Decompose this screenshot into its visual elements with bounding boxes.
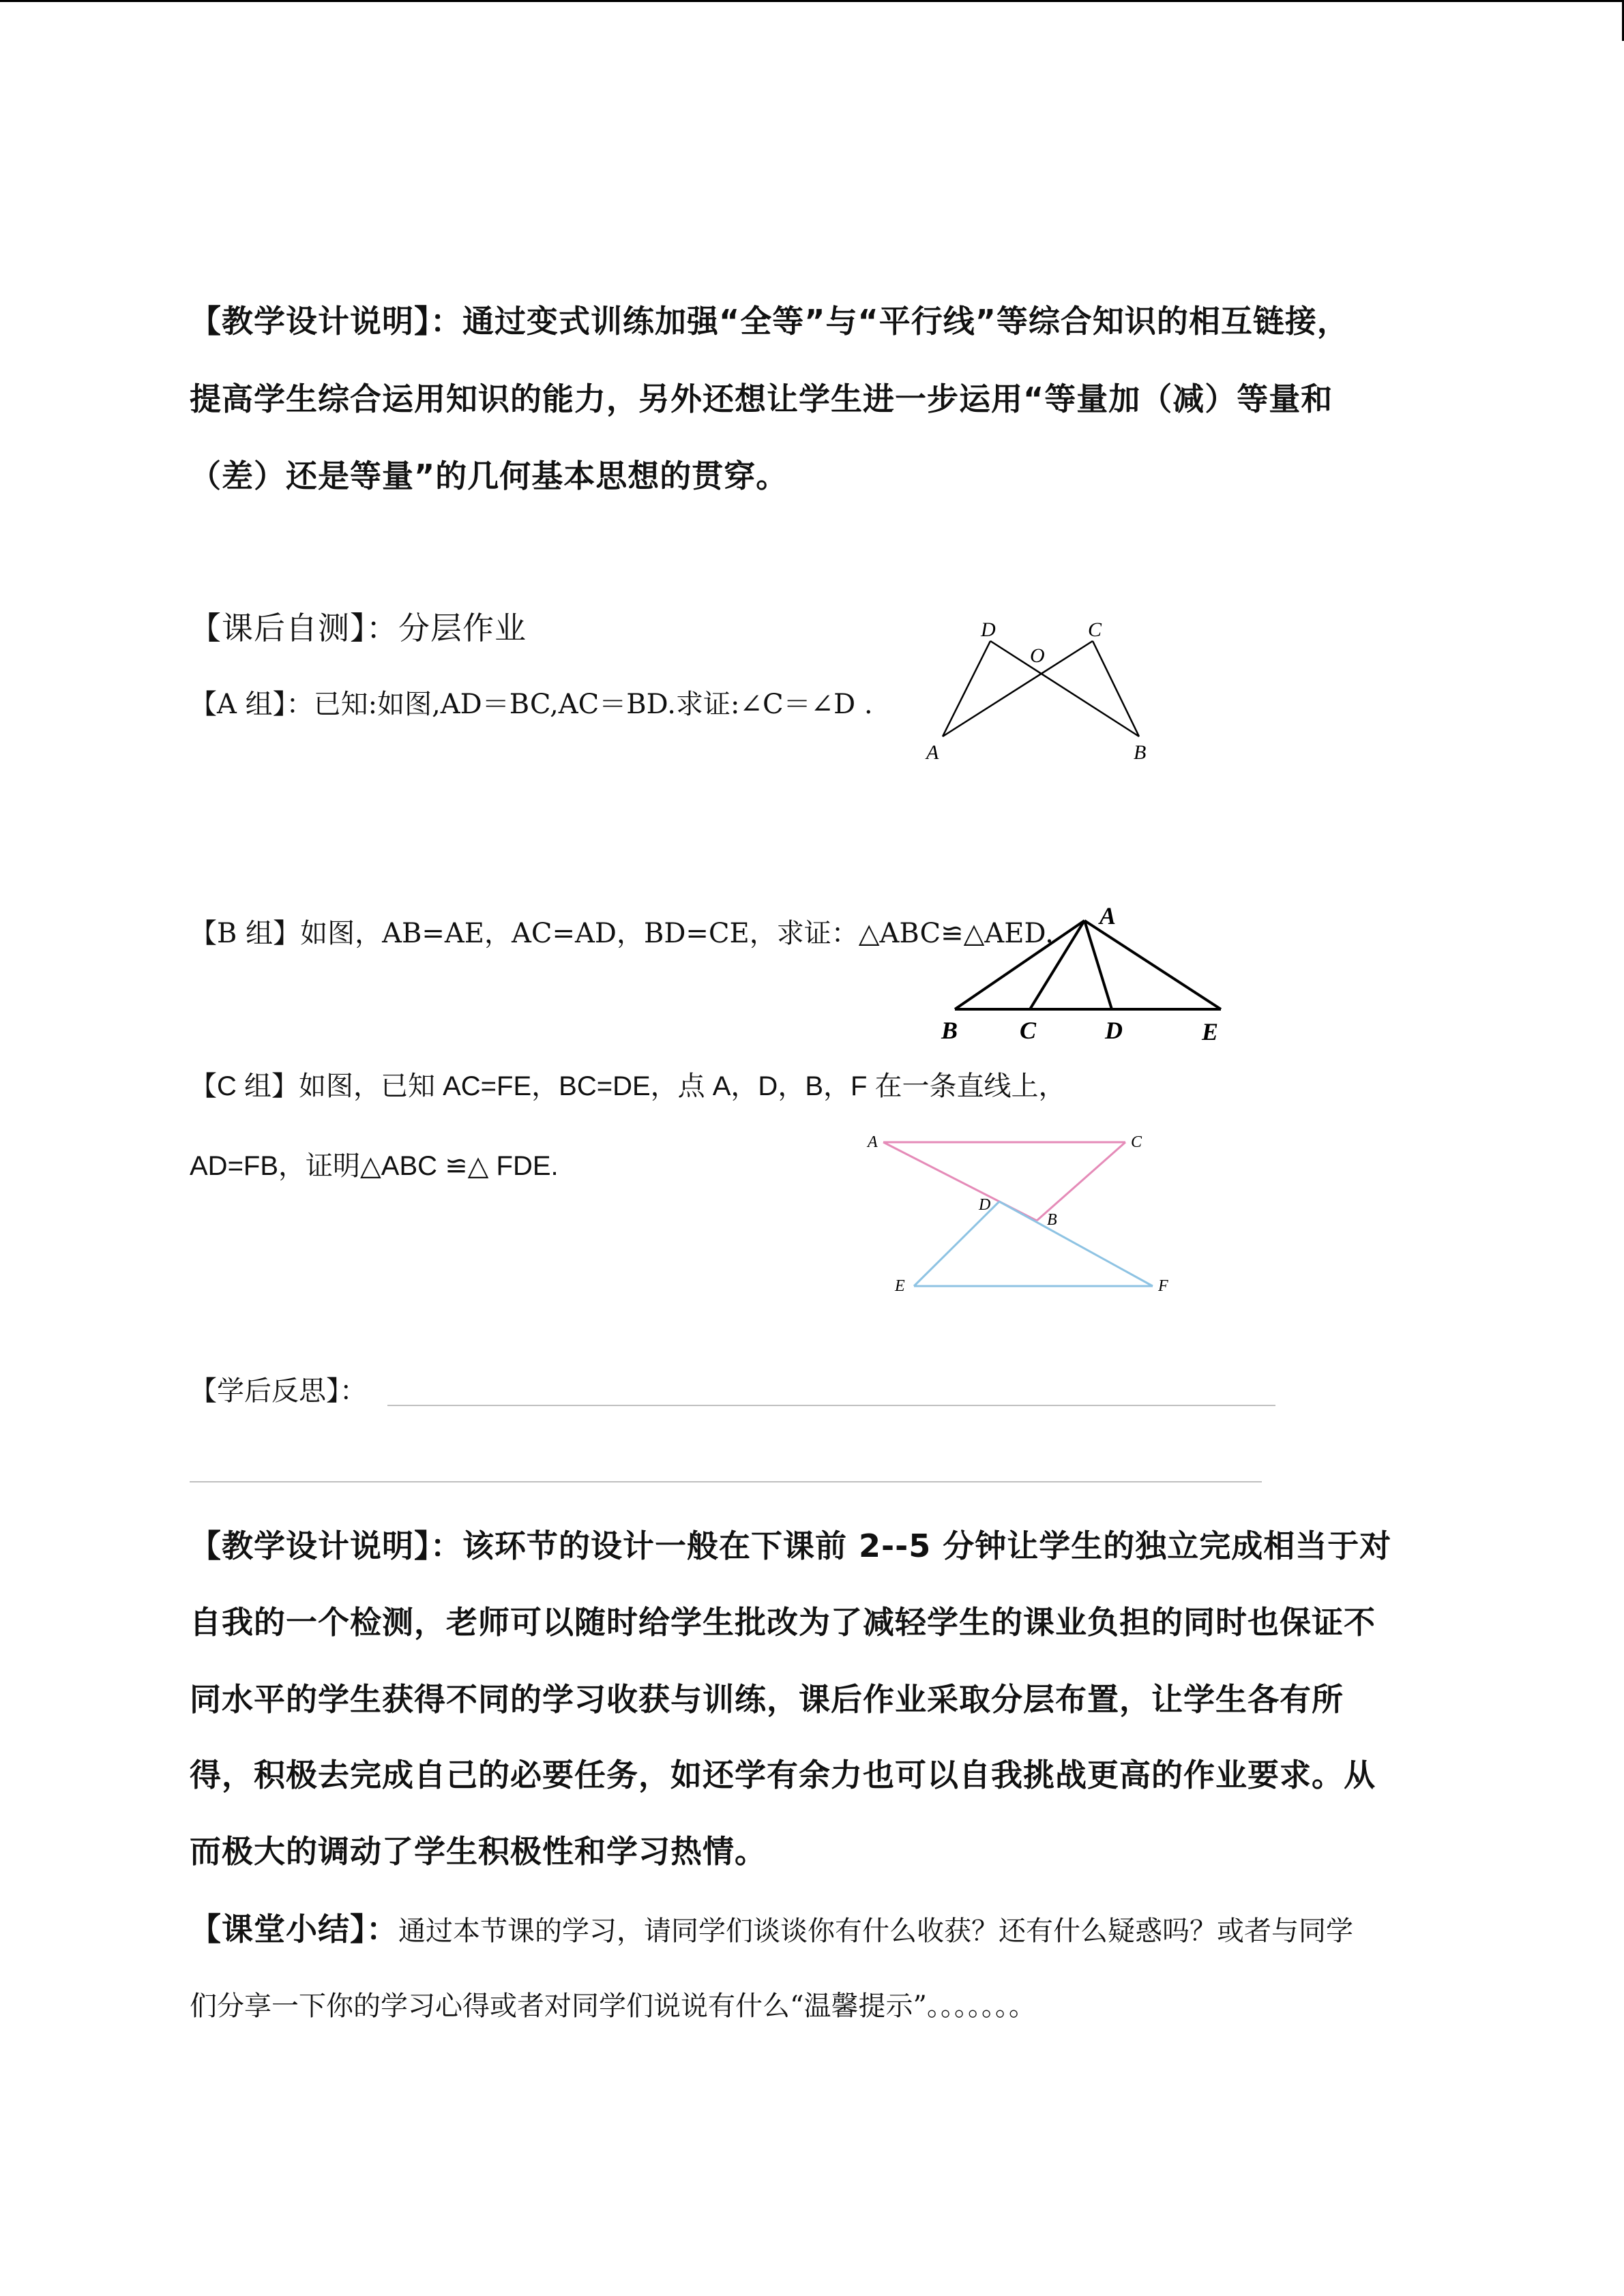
- figure-b-diagram: [934, 897, 1248, 1047]
- group-a-problem: 【A 组】：已知:如图,AD＝BC,AC＝BD.求证:∠C＝∠D .: [190, 689, 873, 720]
- figure-c-label-e: E: [895, 1277, 905, 1295]
- figure-c-label-d: D: [979, 1196, 991, 1214]
- figure-c-label-f: F: [1158, 1277, 1168, 1295]
- summary-line-1: [190, 1911, 1353, 1948]
- summary-heading: 【课堂小结】：: [190, 1911, 398, 1948]
- figure-c-line-de: [914, 1202, 999, 1286]
- figure-b-line-ac: [1030, 921, 1084, 1009]
- reflection-answer-line-1: [387, 1405, 1275, 1406]
- group-c-problem-line-2: AD=FB，证明△ABC ≌△ FDE.: [190, 1151, 559, 1181]
- figure-c-line-df: [999, 1202, 1153, 1286]
- group-b-problem: 【B 组】如图，AB=AE，AC=AD，BD=CE，求证：△ABC≌△AED.: [190, 918, 1054, 949]
- summary-text-1: 通过本节课的学习，请同学们谈谈你有什么收获？还有什么疑惑吗？或者与同学: [398, 1915, 1353, 1947]
- design-note-2-line-1: 【教学设计说明】：该环节的设计一般在下课前 2--5 分钟让学生的独立完成相当于对: [190, 1527, 1392, 1564]
- reflection-label: 【学后反思】：: [190, 1375, 367, 1407]
- figure-b-line-ab: [955, 921, 1084, 1009]
- design-note-1-line-3: （差）还是等量”的几何基本思想的贯穿。: [190, 458, 788, 494]
- reflection-answer-line-2: [190, 1481, 1262, 1482]
- design-note-2-line-3: 同水平的学生获得不同的学习收获与训练，课后作业采取分层布置，让学生各有所: [190, 1681, 1344, 1718]
- figure-a-line-ac: [943, 641, 1093, 736]
- figure-a-label-a: A: [926, 741, 939, 764]
- figure-c-label-b: B: [1047, 1211, 1057, 1229]
- design-note-2-line-5: 而极大的调动了学生积极性和学习热情。: [190, 1833, 767, 1870]
- figure-b-line-ad: [1084, 921, 1112, 1009]
- figure-b-label-d: D: [1105, 1017, 1123, 1044]
- figure-b-label-c: C: [1020, 1017, 1037, 1044]
- figure-c-diagram: [853, 1118, 1207, 1309]
- self-test-heading: 【课后自测】：分层作业: [190, 610, 527, 646]
- design-note-1-line-2: 提高学生综合运用知识的能力，另外还想让学生进一步运用“等量加（减）等量和: [190, 381, 1333, 417]
- figure-a-label-c: C: [1088, 618, 1102, 641]
- summary-line-2: 们分享一下你的学习心得或者对同学们说说有什么“温馨提示”。。。。。。。: [190, 1991, 1036, 2022]
- figure-c-label-a: A: [868, 1133, 878, 1151]
- design-note-2-line-2: 自我的一个检测，老师可以随时给学生批改为了减轻学生的课业负担的同时也保证不: [190, 1604, 1376, 1641]
- figure-b-line-ae: [1084, 921, 1221, 1009]
- figure-a-label-d: D: [981, 618, 996, 641]
- design-note-1-line-1: 【教学设计说明】：通过变式训练加强“全等”与“平行线”等综合知识的相互链接，: [190, 303, 1349, 340]
- figure-b-label-b: B: [941, 1017, 958, 1044]
- figure-b-label-e: E: [1202, 1018, 1219, 1045]
- figure-b-label-a: A: [1099, 902, 1117, 929]
- figure-a-label-b: B: [1134, 741, 1147, 764]
- design-note-2-line-4: 得，积极去完成自己的必要任务，如还学有余力也可以自我挑战更高的作业要求。从: [190, 1757, 1376, 1793]
- figure-a-label-o: O: [1030, 644, 1045, 667]
- figure-c-line-cb: [1037, 1142, 1125, 1221]
- page-top-border: [0, 0, 1624, 2]
- group-c-problem-line-1: 【C 组】如图，已知 AC=FE，BC=DE，点 A，D，B，F 在一条直线上，: [190, 1071, 1066, 1101]
- figure-c-label-c: C: [1131, 1133, 1142, 1151]
- figure-a-diagram: [914, 610, 1200, 774]
